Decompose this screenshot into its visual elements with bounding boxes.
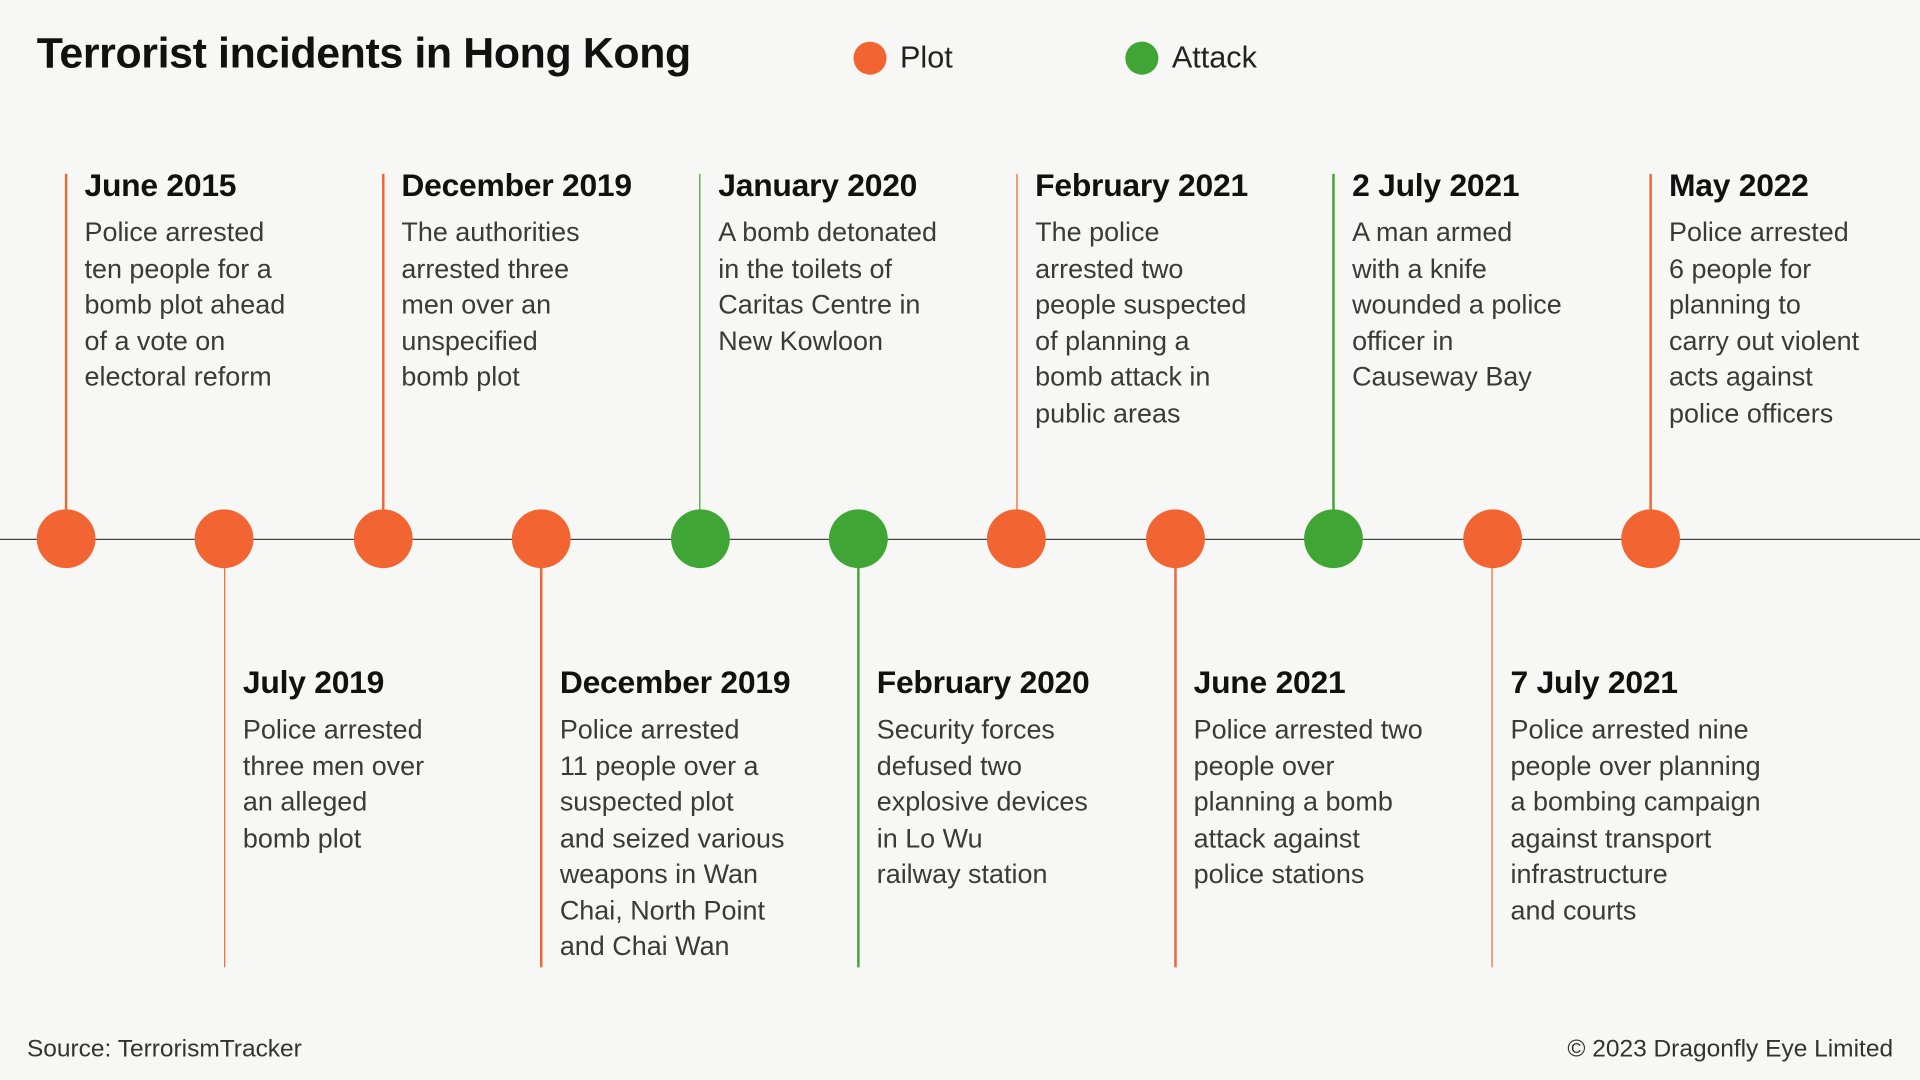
event-plot-marker [987,509,1046,568]
event-connector-line [699,174,701,539]
event-plot-marker [195,509,254,568]
event-plot-marker [1146,509,1205,568]
event-plot-marker [1463,509,1522,568]
event-card [877,664,1171,892]
event-plot-marker [512,509,571,568]
event-connector-line [1491,539,1493,968]
event-date: June 2021 [1193,663,1346,701]
event-date: 7 July 2021 [1510,663,1678,701]
event-description: Security forces defused two explosive devices in Lo Wu railway station [876,713,1088,889]
event-date: February 2021 [1035,166,1248,204]
event-plot-marker [354,509,413,568]
event-connector-line [1333,174,1335,539]
event-date: February 2020 [876,663,1090,701]
event-description: Police arrested 6 people for planning to carry out violent acts against police officers [1668,216,1860,428]
legend-plot-dot-icon [853,41,886,74]
legend-attack-dot-icon [1125,41,1158,74]
event-attack-marker [829,509,888,568]
event-card [84,167,378,395]
event-connector-line [1174,539,1176,968]
event-connector-line [224,539,226,968]
event-description: Police arrested three men over an alleged bomb plot [242,713,425,853]
legend-item-plot [853,38,952,77]
legend-plot-label: Plot [900,39,953,75]
event-card [560,664,854,965]
event-attack-marker [1304,509,1363,568]
event-connector-line [541,539,543,968]
event-plot-marker [37,509,96,568]
event-card [1035,167,1329,431]
event-description: Police arrested ten people for a bomb plot ahead of a vote on electoral reform [84,216,286,392]
legend-attack-label: Attack [1171,39,1257,75]
event-card [1669,167,1914,431]
event-description: Police arrested two people over planning a bomb attack against police stations [1193,713,1423,889]
event-description: The authorities arrested three men over an unspecified bomb plot [401,216,580,392]
event-description: A man armed with a knife wounded a police officer in Causeway Bay [1352,216,1562,392]
event-date: 2 July 2021 [1352,166,1520,204]
event-description: The police arrested two people suspected of planning a bomb attack in public areas [1035,216,1247,428]
event-date: December 2019 [401,166,632,204]
legend-item-attack [1125,38,1257,77]
event-connector-line [1650,174,1652,539]
event-description: Police arrested 11 people over a suspected plot and seized various weapons in Wan Chai, North Point and Chai Wan [559,713,785,962]
event-card [1352,167,1646,395]
event-date: June 2015 [84,166,237,204]
event-plot-marker [1621,509,1680,568]
event-card [1511,664,1805,928]
event-date: January 2020 [718,166,918,204]
event-connector-line [857,539,859,968]
chart-title: Terrorist incidents in Hong Kong [36,29,691,78]
event-connector-line [382,174,384,539]
event-description: Police arrested nine people over planning a bombing campaign against transport infrastructure and courts [1510,713,1761,926]
event-date: July 2019 [242,663,385,701]
event-card [1194,664,1488,892]
event-date: May 2022 [1668,166,1809,204]
event-connector-line [1016,174,1018,539]
event-connector-line [65,174,67,539]
event-date: December 2019 [559,663,791,701]
copyright-note: © 2023 Dragonfly Eye Limited [1567,1035,1894,1063]
event-description: A bomb detonated in the toilets of Caritas Centre in New Kowloon [718,216,937,356]
event-card [718,167,1012,359]
event-attack-marker [671,509,730,568]
event-card [401,167,695,395]
event-card [243,664,537,856]
source-note: Source: TerrorismTracker [26,1035,302,1063]
